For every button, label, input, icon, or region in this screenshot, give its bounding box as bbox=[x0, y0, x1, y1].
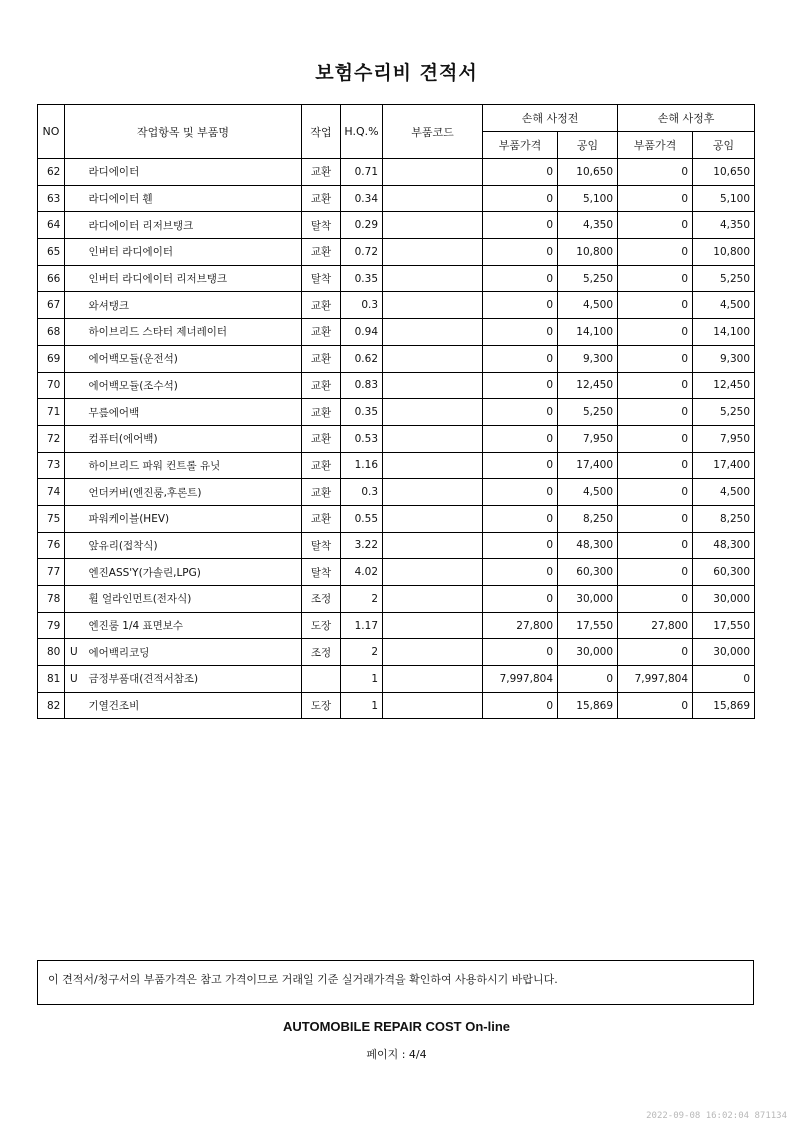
row-before-labor: 30,000 bbox=[558, 639, 618, 666]
row-flag: U bbox=[65, 666, 85, 693]
table-body bbox=[38, 159, 755, 719]
row-no: 65 bbox=[38, 239, 65, 266]
table-row bbox=[38, 159, 755, 186]
row-hq: 2 bbox=[341, 639, 383, 666]
row-item-name: 엔진ASS'Y(가솔린,LPG) bbox=[85, 559, 302, 586]
row-no: 76 bbox=[38, 532, 65, 559]
row-after-labor: 14,100 bbox=[693, 319, 755, 346]
row-flag bbox=[65, 559, 85, 586]
table-row bbox=[38, 345, 755, 372]
header-row-top bbox=[38, 105, 755, 132]
table-row bbox=[38, 692, 755, 719]
row-after-labor: 30,000 bbox=[693, 639, 755, 666]
row-hq: 0.71 bbox=[341, 159, 383, 186]
row-after-part-price: 0 bbox=[618, 559, 693, 586]
row-no: 67 bbox=[38, 292, 65, 319]
row-before-part-price: 0 bbox=[483, 559, 558, 586]
row-after-part-price: 0 bbox=[618, 292, 693, 319]
row-before-labor: 5,250 bbox=[558, 265, 618, 292]
row-work-type: 탈착 bbox=[302, 559, 341, 586]
row-flag bbox=[65, 425, 85, 452]
row-part-code bbox=[383, 212, 483, 239]
estimate-table bbox=[37, 104, 755, 719]
document-title: 보험수리비 견적서 bbox=[315, 62, 478, 84]
row-after-part-price: 0 bbox=[618, 692, 693, 719]
row-no: 79 bbox=[38, 612, 65, 639]
header-before-labor: 공임 bbox=[558, 132, 618, 159]
row-after-part-price: 0 bbox=[618, 532, 693, 559]
row-before-part-price: 0 bbox=[483, 586, 558, 613]
row-after-labor: 10,800 bbox=[693, 239, 755, 266]
row-before-labor: 0 bbox=[558, 666, 618, 693]
row-before-labor: 10,800 bbox=[558, 239, 618, 266]
row-no: 74 bbox=[38, 479, 65, 506]
row-work-type: 조정 bbox=[302, 639, 341, 666]
print-timestamp: 2022-09-08 16:02:04 871134 bbox=[646, 1111, 787, 1121]
row-after-part-price: 0 bbox=[618, 639, 693, 666]
row-after-labor: 8,250 bbox=[693, 505, 755, 532]
row-before-part-price: 0 bbox=[483, 505, 558, 532]
footer-brand: AUTOMOBILE REPAIR COST On-line bbox=[282, 1019, 511, 1034]
row-no: 82 bbox=[38, 692, 65, 719]
header-item: 작업항목 및 부품명 bbox=[65, 105, 302, 159]
row-hq: 0.35 bbox=[341, 265, 383, 292]
row-part-code bbox=[383, 159, 483, 186]
row-hq: 0.29 bbox=[341, 212, 383, 239]
row-flag bbox=[65, 239, 85, 266]
row-work-type: 교환 bbox=[302, 292, 341, 319]
row-part-code bbox=[383, 532, 483, 559]
row-hq: 0.3 bbox=[341, 292, 383, 319]
row-hq: 0.55 bbox=[341, 505, 383, 532]
row-after-part-price: 7,997,804 bbox=[618, 666, 693, 693]
table-row bbox=[38, 505, 755, 532]
row-item-name: 라디에이터 리저브탱크 bbox=[85, 212, 302, 239]
row-after-part-price: 0 bbox=[618, 159, 693, 186]
table-row bbox=[38, 639, 755, 666]
row-work-type: 교환 bbox=[302, 319, 341, 346]
row-item-name: 언더커버(엔진룸,후론트) bbox=[85, 479, 302, 506]
row-no: 73 bbox=[38, 452, 65, 479]
row-flag bbox=[65, 372, 85, 399]
row-work-type: 탈착 bbox=[302, 265, 341, 292]
row-no: 66 bbox=[38, 265, 65, 292]
table-row bbox=[38, 185, 755, 212]
header-hq: H.Q.% bbox=[341, 105, 383, 159]
row-flag bbox=[65, 479, 85, 506]
row-after-part-price: 0 bbox=[618, 425, 693, 452]
table-row bbox=[38, 319, 755, 346]
row-item-name: 라디에이터 휀 bbox=[85, 185, 302, 212]
row-item-name: 컴퓨터(에어백) bbox=[85, 425, 302, 452]
row-before-labor: 5,100 bbox=[558, 185, 618, 212]
row-flag bbox=[65, 692, 85, 719]
row-part-code bbox=[383, 505, 483, 532]
row-before-labor: 4,350 bbox=[558, 212, 618, 239]
row-after-part-price: 0 bbox=[618, 479, 693, 506]
row-no: 62 bbox=[38, 159, 65, 186]
row-item-name: 에어백모듈(운전석) bbox=[85, 345, 302, 372]
row-hq: 0.62 bbox=[341, 345, 383, 372]
header-after-adjustment: 손해 사정후 bbox=[618, 105, 755, 132]
table-row bbox=[38, 265, 755, 292]
row-flag bbox=[65, 265, 85, 292]
row-before-part-price: 0 bbox=[483, 532, 558, 559]
row-after-part-price: 0 bbox=[618, 372, 693, 399]
row-before-part-price: 0 bbox=[483, 399, 558, 426]
row-after-labor: 48,300 bbox=[693, 532, 755, 559]
row-part-code bbox=[383, 479, 483, 506]
row-work-type: 교환 bbox=[302, 372, 341, 399]
row-item-name: 라디에이터 bbox=[85, 159, 302, 186]
row-after-part-price: 0 bbox=[618, 185, 693, 212]
row-flag bbox=[65, 319, 85, 346]
row-flag bbox=[65, 212, 85, 239]
table-row bbox=[38, 452, 755, 479]
row-no: 78 bbox=[38, 586, 65, 613]
row-work-type: 탈착 bbox=[302, 532, 341, 559]
row-after-labor: 12,450 bbox=[693, 372, 755, 399]
row-after-labor: 0 bbox=[693, 666, 755, 693]
row-after-part-price: 0 bbox=[618, 319, 693, 346]
row-before-part-price: 0 bbox=[483, 239, 558, 266]
row-part-code bbox=[383, 185, 483, 212]
row-item-name: 하이브리드 스타터 제너레이터 bbox=[85, 319, 302, 346]
row-before-part-price: 0 bbox=[483, 452, 558, 479]
row-hq: 0.83 bbox=[341, 372, 383, 399]
row-part-code bbox=[383, 666, 483, 693]
row-flag bbox=[65, 159, 85, 186]
row-item-name: 엔진룸 1/4 표면보수 bbox=[85, 612, 302, 639]
row-work-type: 교환 bbox=[302, 345, 341, 372]
row-before-labor: 60,300 bbox=[558, 559, 618, 586]
row-hq: 4.02 bbox=[341, 559, 383, 586]
row-part-code bbox=[383, 372, 483, 399]
row-before-labor: 17,400 bbox=[558, 452, 618, 479]
row-no: 63 bbox=[38, 185, 65, 212]
row-after-labor: 10,650 bbox=[693, 159, 755, 186]
row-part-code bbox=[383, 319, 483, 346]
header-no: NO bbox=[38, 105, 65, 159]
row-hq: 3.22 bbox=[341, 532, 383, 559]
row-flag bbox=[65, 505, 85, 532]
row-before-labor: 12,450 bbox=[558, 372, 618, 399]
row-part-code bbox=[383, 425, 483, 452]
row-item-name: 파워케이블(HEV) bbox=[85, 505, 302, 532]
row-after-part-price: 0 bbox=[618, 212, 693, 239]
row-after-part-price: 0 bbox=[618, 239, 693, 266]
row-before-part-price: 27,800 bbox=[483, 612, 558, 639]
header-part-code: 부품코드 bbox=[383, 105, 483, 159]
row-before-part-price: 0 bbox=[483, 425, 558, 452]
row-flag bbox=[65, 292, 85, 319]
row-before-labor: 30,000 bbox=[558, 586, 618, 613]
row-item-name: 와셔탱크 bbox=[85, 292, 302, 319]
row-after-labor: 17,550 bbox=[693, 612, 755, 639]
row-no: 81 bbox=[38, 666, 65, 693]
row-before-part-price: 0 bbox=[483, 292, 558, 319]
row-hq: 1.16 bbox=[341, 452, 383, 479]
row-before-labor: 4,500 bbox=[558, 479, 618, 506]
row-work-type: 탈착 bbox=[302, 212, 341, 239]
table-row bbox=[38, 212, 755, 239]
row-before-labor: 17,550 bbox=[558, 612, 618, 639]
table-row bbox=[38, 612, 755, 639]
header-work: 작업 bbox=[302, 105, 341, 159]
row-part-code bbox=[383, 452, 483, 479]
row-no: 70 bbox=[38, 372, 65, 399]
row-before-part-price: 0 bbox=[483, 185, 558, 212]
row-before-part-price: 7,997,804 bbox=[483, 666, 558, 693]
row-hq: 2 bbox=[341, 586, 383, 613]
row-before-labor: 15,869 bbox=[558, 692, 618, 719]
row-before-labor: 4,500 bbox=[558, 292, 618, 319]
row-flag bbox=[65, 612, 85, 639]
row-after-labor: 30,000 bbox=[693, 586, 755, 613]
row-hq: 1 bbox=[341, 692, 383, 719]
row-item-name: 휠 얼라인먼트(전자식) bbox=[85, 586, 302, 613]
row-after-part-price: 27,800 bbox=[618, 612, 693, 639]
row-flag bbox=[65, 586, 85, 613]
header-after-part-price: 부품가격 bbox=[618, 132, 693, 159]
row-part-code bbox=[383, 292, 483, 319]
row-after-labor: 4,500 bbox=[693, 479, 755, 506]
row-work-type: 도장 bbox=[302, 612, 341, 639]
table-row bbox=[38, 586, 755, 613]
table-row bbox=[38, 399, 755, 426]
row-no: 71 bbox=[38, 399, 65, 426]
row-after-labor: 5,250 bbox=[693, 265, 755, 292]
row-before-labor: 10,650 bbox=[558, 159, 618, 186]
row-hq: 0.94 bbox=[341, 319, 383, 346]
row-before-labor: 48,300 bbox=[558, 532, 618, 559]
row-before-part-price: 0 bbox=[483, 265, 558, 292]
row-after-labor: 5,100 bbox=[693, 185, 755, 212]
row-before-part-price: 0 bbox=[483, 159, 558, 186]
table-row bbox=[38, 532, 755, 559]
row-part-code bbox=[383, 265, 483, 292]
row-flag bbox=[65, 345, 85, 372]
row-after-labor: 9,300 bbox=[693, 345, 755, 372]
table-row bbox=[38, 372, 755, 399]
row-after-part-price: 0 bbox=[618, 345, 693, 372]
table-row bbox=[38, 559, 755, 586]
row-after-part-price: 0 bbox=[618, 452, 693, 479]
row-after-labor: 60,300 bbox=[693, 559, 755, 586]
table-row bbox=[38, 666, 755, 693]
table-row bbox=[38, 239, 755, 266]
row-part-code bbox=[383, 612, 483, 639]
row-no: 72 bbox=[38, 425, 65, 452]
row-no: 77 bbox=[38, 559, 65, 586]
row-before-labor: 14,100 bbox=[558, 319, 618, 346]
row-item-name: 앞유리(접착식) bbox=[85, 532, 302, 559]
row-after-labor: 5,250 bbox=[693, 399, 755, 426]
row-part-code bbox=[383, 586, 483, 613]
row-part-code bbox=[383, 239, 483, 266]
row-after-part-price: 0 bbox=[618, 265, 693, 292]
row-flag: U bbox=[65, 639, 85, 666]
row-work-type: 교환 bbox=[302, 399, 341, 426]
row-work-type: 교환 bbox=[302, 185, 341, 212]
row-before-part-price: 0 bbox=[483, 639, 558, 666]
row-after-labor: 7,950 bbox=[693, 425, 755, 452]
row-hq: 0.3 bbox=[341, 479, 383, 506]
row-work-type: 조정 bbox=[302, 586, 341, 613]
row-flag bbox=[65, 399, 85, 426]
row-before-part-price: 0 bbox=[483, 692, 558, 719]
row-after-part-price: 0 bbox=[618, 505, 693, 532]
row-item-name: 무릎에어백 bbox=[85, 399, 302, 426]
row-work-type: 교환 bbox=[302, 159, 341, 186]
header-before-adjustment: 손해 사정전 bbox=[483, 105, 618, 132]
row-after-labor: 4,500 bbox=[693, 292, 755, 319]
row-no: 64 bbox=[38, 212, 65, 239]
row-flag bbox=[65, 185, 85, 212]
row-part-code bbox=[383, 399, 483, 426]
row-work-type: 교환 bbox=[302, 505, 341, 532]
row-work-type: 도장 bbox=[302, 692, 341, 719]
row-after-labor: 17,400 bbox=[693, 452, 755, 479]
row-hq: 1.17 bbox=[341, 612, 383, 639]
row-item-name: 기열건조비 bbox=[85, 692, 302, 719]
table-row bbox=[38, 425, 755, 452]
row-hq: 0.53 bbox=[341, 425, 383, 452]
row-before-labor: 5,250 bbox=[558, 399, 618, 426]
row-work-type bbox=[302, 666, 341, 693]
row-before-part-price: 0 bbox=[483, 372, 558, 399]
row-before-part-price: 0 bbox=[483, 319, 558, 346]
row-before-part-price: 0 bbox=[483, 212, 558, 239]
row-no: 75 bbox=[38, 505, 65, 532]
row-part-code bbox=[383, 345, 483, 372]
row-item-name: 인버터 라디에이터 bbox=[85, 239, 302, 266]
row-hq: 0.35 bbox=[341, 399, 383, 426]
row-work-type: 교환 bbox=[302, 425, 341, 452]
row-before-labor: 8,250 bbox=[558, 505, 618, 532]
row-before-part-price: 0 bbox=[483, 479, 558, 506]
row-no: 68 bbox=[38, 319, 65, 346]
row-work-type: 교환 bbox=[302, 479, 341, 506]
table-row bbox=[38, 292, 755, 319]
row-hq: 0.34 bbox=[341, 185, 383, 212]
row-after-labor: 15,869 bbox=[693, 692, 755, 719]
table-row bbox=[38, 479, 755, 506]
row-after-labor: 4,350 bbox=[693, 212, 755, 239]
row-before-part-price: 0 bbox=[483, 345, 558, 372]
row-before-labor: 7,950 bbox=[558, 425, 618, 452]
row-item-name: 인버터 라디에이터 리저브탱크 bbox=[85, 265, 302, 292]
row-part-code bbox=[383, 692, 483, 719]
row-after-part-price: 0 bbox=[618, 399, 693, 426]
row-after-part-price: 0 bbox=[618, 586, 693, 613]
row-work-type: 교환 bbox=[302, 239, 341, 266]
row-item-name: 금정부품대(견적서참조) bbox=[85, 666, 302, 693]
row-flag bbox=[65, 452, 85, 479]
row-no: 69 bbox=[38, 345, 65, 372]
row-hq: 0.72 bbox=[341, 239, 383, 266]
row-part-code bbox=[383, 559, 483, 586]
header-after-labor: 공임 bbox=[693, 132, 755, 159]
row-item-name: 에어백모듈(조수석) bbox=[85, 372, 302, 399]
row-flag bbox=[65, 532, 85, 559]
price-notice: 이 견적서/청구서의 부품가격은 참고 가격이므로 거래일 기준 실거래가격을 확인하여 사용하시기 바랍니다. bbox=[37, 960, 754, 1005]
row-item-name: 하이브리드 파워 컨트롤 유닛 bbox=[85, 452, 302, 479]
row-before-labor: 9,300 bbox=[558, 345, 618, 372]
row-part-code bbox=[383, 639, 483, 666]
header-before-part-price: 부품가격 bbox=[483, 132, 558, 159]
row-no: 80 bbox=[38, 639, 65, 666]
row-work-type: 교환 bbox=[302, 452, 341, 479]
page-number: 페이지 : 4/4 bbox=[366, 1048, 427, 1061]
row-hq: 1 bbox=[341, 666, 383, 693]
row-item-name: 에어백리코딩 bbox=[85, 639, 302, 666]
